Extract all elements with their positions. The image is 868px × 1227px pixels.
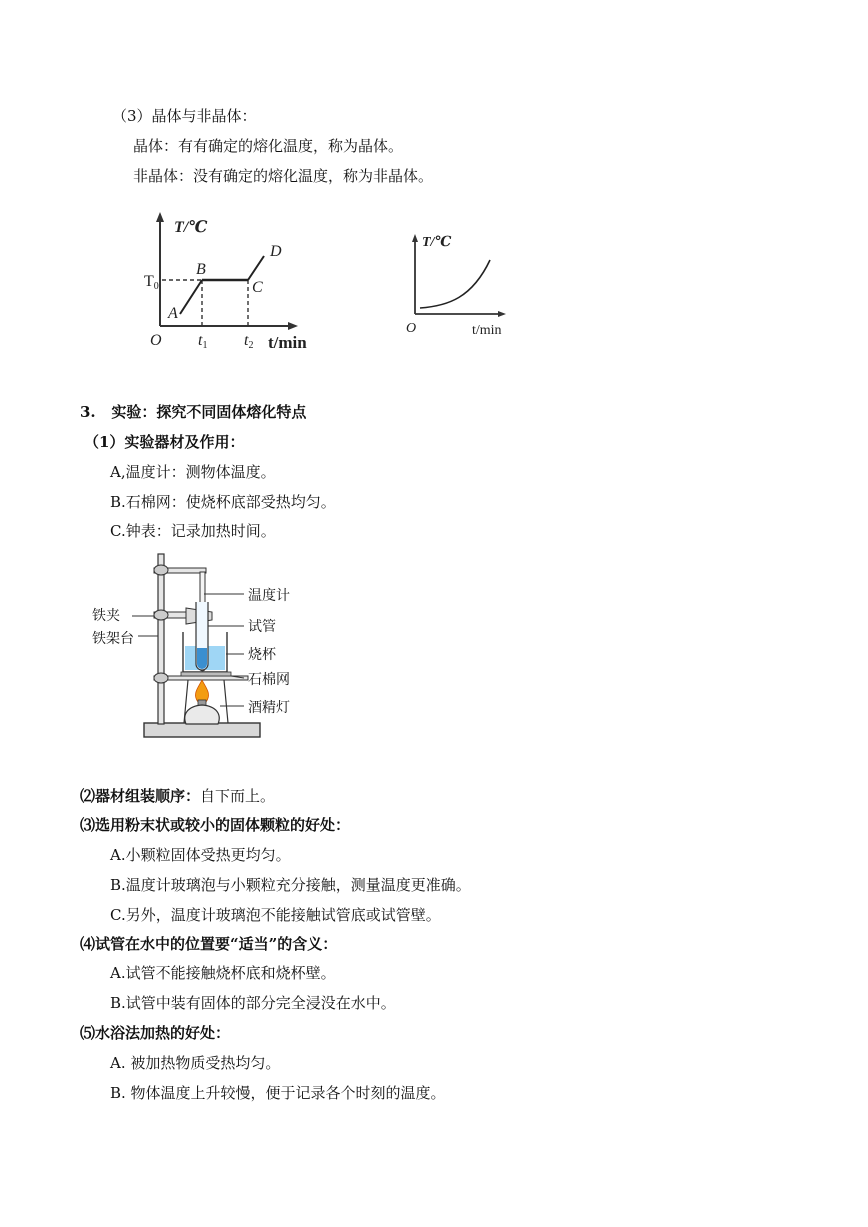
graph2-xlabel: t/min [472,323,502,338]
graph1-t2-label: t [244,332,249,349]
heading-number: 3. [80,403,96,421]
graph1-point-d: D [270,243,282,260]
equipment-thermometer: A,温度计：测物体温度。 [110,463,276,481]
graph1-origin: O [150,332,162,349]
svg-text:T0 [144,273,159,292]
powder-a: A.小颗粒固体受热更均匀。 [110,846,291,864]
crystal-definition: 晶体：有有确定的熔化温度，称为晶体。 [133,137,404,155]
graph1-ylabel: T/℃ [174,219,208,236]
svg-text:t2 [244,332,253,351]
graph2-origin: O [406,321,417,336]
graph1-t1-sub: 1 [202,340,208,351]
position-title: ⑷试管在水中的位置要“适当”的含义： [80,935,338,953]
amorphous-definition: 非晶体：没有确定的熔化温度，称为非晶体。 [133,167,434,185]
experiment-heading [80,402,306,422]
heading-text: 实验：探究不同固体熔化特点 [111,403,307,421]
waterbath-title: ⑸水浴法加热的好处： [80,1024,231,1042]
graph2-ylabel: T/℃ [422,235,452,250]
graph1-t0-label: T [144,273,154,290]
equipment-clock: C.钟表：记录加热时间。 [110,522,276,540]
graph1-t1-label: t [198,332,203,349]
assembly-order [80,786,275,806]
powder-title: ⑶选用粉末状或较小的固体颗粒的好处： [80,816,351,834]
position-b: B.试管中装有固体的部分完全浸没在水中。 [110,994,396,1012]
graph1-point-c: C [252,279,263,296]
powder-c: C.另外，温度计玻璃泡不能接触试管底或试管壁。 [110,906,441,924]
label-iron-stand: 铁架台 [92,631,134,647]
assembly-order-label: ⑵器材组装顺序： [80,787,201,805]
label-beaker: 烧杯 [248,647,276,663]
melting-apparatus-diagram [88,548,348,743]
label-gauze: 石棉网 [248,672,290,688]
amorphous-heating-graph [400,228,520,338]
powder-b: B.温度计玻璃泡与小颗粒充分接触，测量温度更准确。 [110,876,471,894]
assembly-order-text: 自下而上。 [200,787,276,805]
label-test-tube: 试管 [248,619,276,635]
equipment-title: （1）实验器材及作用： [84,433,245,451]
label-alcohol-lamp: 酒精灯 [248,700,290,716]
graph1-t0-sub: 0 [153,281,159,292]
equipment-gauze: B.石棉网：使烧杯底部受热均匀。 [110,493,336,511]
svg-text:t1 [198,332,207,351]
section-3-title: （3）晶体与非晶体： [112,107,257,125]
waterbath-a: A. 被加热物质受热均匀。 [110,1054,281,1072]
position-a: A.试管不能接触烧杯底和烧杯壁。 [110,964,336,982]
crystal-melting-graph [140,210,330,355]
graph1-point-a: A [168,305,178,322]
graph1-point-b: B [196,261,206,278]
graph1-xlabel: t/min [268,333,307,352]
label-iron-clamp: 铁夹 [92,608,120,624]
waterbath-b: B. 物体温度上升较慢，便于记录各个时刻的温度。 [110,1084,446,1102]
graph1-t2-sub: 2 [248,340,254,351]
label-thermometer: 温度计 [248,588,290,604]
